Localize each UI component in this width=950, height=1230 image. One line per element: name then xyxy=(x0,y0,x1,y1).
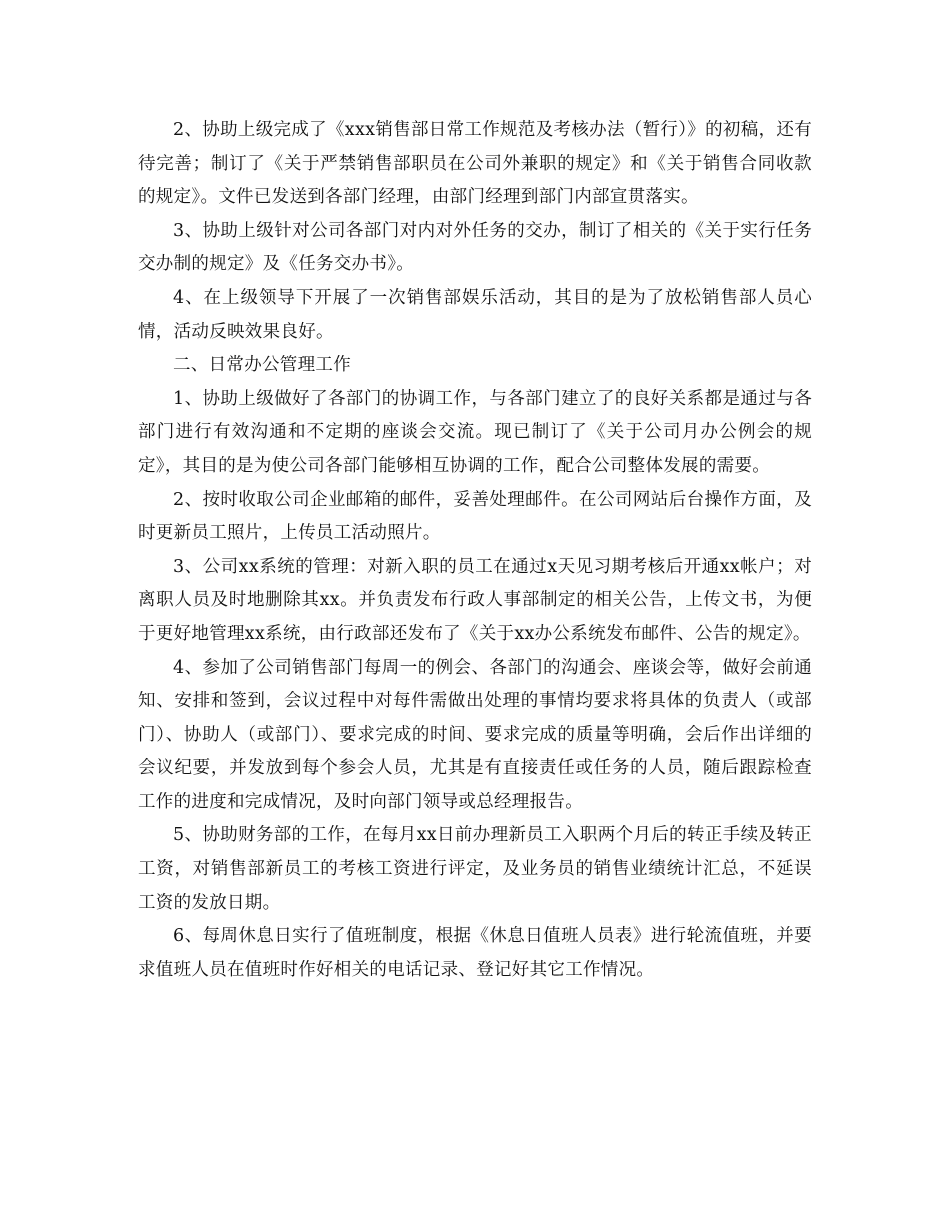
paragraph-item-4-meetings: 4、参加了公司销售部门每周一的例会、各部门的沟通会、座谈会等，做好会前通知、安排和签到，会议过程中对每件需做出处理的事情均要求将具体的负责人（或部门）、协助人（或部门）、要求完成的时间、要求完成的质量等明确，会后作出详细的会议纪要，并发放到每个参会人员，尤其是有直接责任或任务的人员，随后跟踪检查工作的进度和完成情况，及时向部门领导或总经理报告。 xyxy=(138,657,812,812)
paragraph-item-2-email: 2、按时收取公司企业邮箱的邮件，妥善处理邮件。在公司网站后台操作方面，及时更新员工照片，上传员工活动照片。 xyxy=(138,489,812,544)
paragraph-item-3-system: 3、公司xx系统的管理：对新入职的员工在通过x天见习期考核后开通xx帐户；对离职人员及时地删除其xx。并负责发布行政人事部制定的相关公告，上传文书，为便于更好地管理xx系统，由行政部还发布了《关于xx办公系统发布邮件、公告的规定》。 xyxy=(138,556,812,644)
paragraph-item-2-draft: 2、协助上级完成了《xxx销售部日常工作规范及考核办法（暂行）》的初稿，还有待完善；制订了《关于严禁销售部职员在公司外兼职的规定》和《关于销售合同收款的规定》。文件已发送到各部门经理，由部门经理到部门内部宣贯落实。 xyxy=(138,120,812,208)
section-heading-daily-office: 二、日常办公管理工作 xyxy=(173,355,351,376)
paragraph-item-4-entertainment: 4、在上级领导下开展了一次销售部娱乐活动，其目的是为了放松销售部人员心情，活动反映效果良好。 xyxy=(138,287,812,342)
paragraph-item-5-finance: 5、协助财务部的工作，在每月xx日前办理新员工入职两个月后的转正手续及转正工资，对销售部新员工的考核工资进行评定，及业务员的销售业绩统计汇总，不延误工资的发放日期。 xyxy=(138,825,812,913)
paragraph-item-6-duty: 6、每周休息日实行了值班制度，根据《休息日值班人员表》进行轮流值班，并要求值班人员在值班时作好相关的电话记录、登记好其它工作情况。 xyxy=(138,926,812,980)
paragraph-item-3-task-assignment: 3、协助上级针对公司各部门对内对外任务的交办，制订了相关的《关于实行任务交办制的规定》及《任务交办书》。 xyxy=(138,220,812,275)
document-body xyxy=(138,114,812,987)
paragraph-item-1-coordination: 1、协助上级做好了各部门的协调工作，与各部门建立了的良好关系都是通过与各部门进行有效沟通和不定期的座谈会交流。现已制订了《关于公司月办公例会的规定》，其目的是为使公司各部门能够相互协调的工作，配合公司整体发展的需要。 xyxy=(138,388,812,476)
